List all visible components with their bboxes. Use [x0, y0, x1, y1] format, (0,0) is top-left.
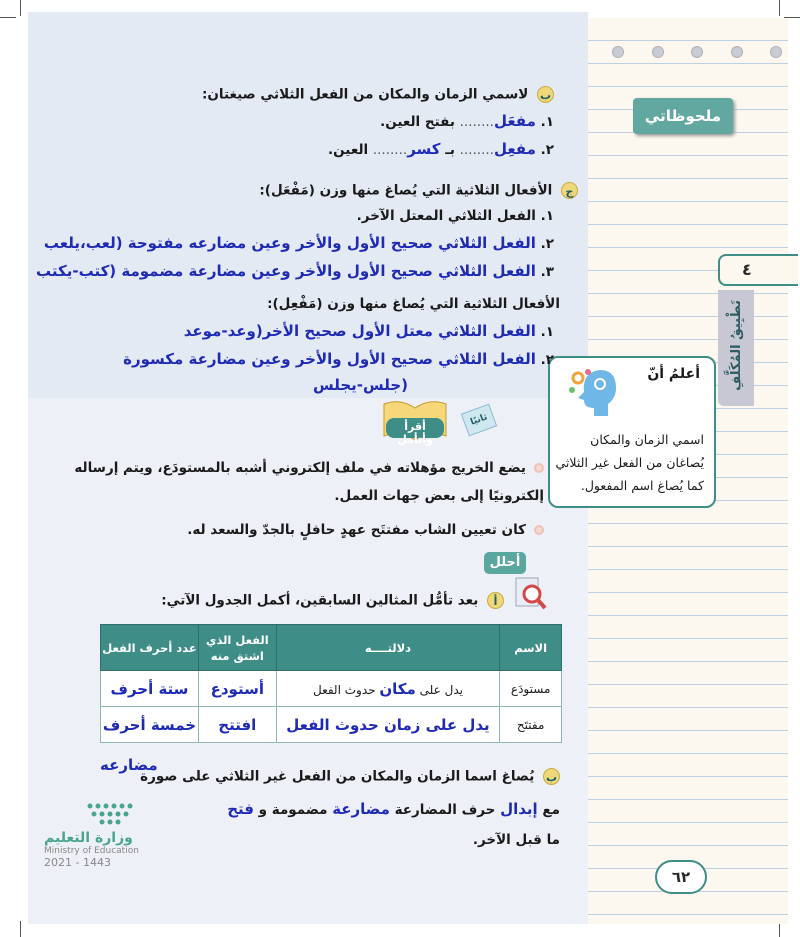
example-1-cont: إلكترونيًا إلى بعض جهات العمل. — [334, 488, 544, 504]
item-number: ١. — [540, 114, 554, 130]
binder-rings — [612, 46, 782, 58]
item-number: ١. — [540, 208, 554, 224]
item-number: ٣. — [540, 264, 554, 280]
side-label-text: تَطْبِيقُ المُكَلَّفِ — [728, 300, 744, 391]
binder-ring — [691, 46, 703, 58]
analyze-tag: أحلل — [484, 552, 526, 574]
binder-ring — [731, 46, 743, 58]
table-cell-name: مستودَع — [500, 671, 562, 707]
read-reflect-label: أقرأ وأتأمل — [397, 420, 433, 446]
main-page-top-shade — [28, 12, 588, 398]
table-header: الفعل الذي اشتق منه — [198, 625, 276, 671]
handwritten-answer: إبدال — [500, 800, 538, 818]
item-number: ٢. — [540, 236, 554, 252]
crop-mark — [0, 17, 16, 18]
section-c-item-1 — [357, 208, 554, 224]
binder-ring — [612, 46, 624, 58]
table-row — [101, 707, 562, 743]
handwritten-answer: الفعل الثلاثي صحيح الأول والأخر وعين مضارعه مفتوحة (لعب،يلعب — [43, 234, 536, 252]
handwritten-answer: مضارعه — [100, 756, 158, 774]
unit-number-box: ٤ — [718, 254, 798, 286]
handwritten-answer: الفعل الثلاثي صحيح الأول والأخر وعين مضارعة مضمومة (كتب-يكتب — [35, 262, 536, 280]
section-b2-line-2 — [227, 800, 560, 818]
binder-ring — [770, 46, 782, 58]
table-cell-verb: أستودع — [198, 671, 276, 707]
handwritten-answer: مفعِل — [493, 140, 536, 158]
crop-mark — [779, 0, 780, 16]
cell-text: حدوث الفعل — [312, 682, 376, 697]
item-text: مع — [542, 802, 560, 818]
binder-ring — [652, 46, 664, 58]
example-text: كان تعيين الشاب مفتتَح عهدٍ حافلٍ بالجدّ والسعد له. — [187, 522, 526, 538]
section-c-heading — [259, 182, 578, 199]
section-b-item-1 — [380, 112, 554, 130]
read-reflect-banner — [380, 398, 450, 448]
handwritten-answer: (جلس-يجلس — [313, 376, 408, 394]
notes-tab: ملحوظاتي — [633, 98, 733, 134]
table-header: الاسم — [500, 625, 562, 671]
table-cell-meaning — [276, 671, 500, 707]
know-title: أعلمُ أنّ — [647, 366, 700, 382]
crop-mark — [20, 921, 21, 937]
table-header-row — [101, 625, 562, 671]
second-tag: ثانيًا — [461, 404, 497, 437]
item-number: ٢. — [540, 352, 554, 368]
section-c-item-3 — [36, 262, 554, 280]
section-badge: ب — [537, 86, 554, 103]
section-b2-line-1 — [140, 768, 560, 785]
item-number: ٢. — [540, 142, 554, 158]
table-cell-count: خمسة أحرف — [101, 707, 199, 743]
section-c-heading-2: الأفعال الثلاثية التي يُصاغ منها وزن (مَفْعِل): — [267, 296, 560, 312]
answer-dots: ........ — [372, 142, 408, 158]
know-text: اسمي الزمان والمكان يُصاغان من الفعل غير الثلاثي كما يُصاغ اسم المفعول. — [555, 432, 704, 493]
analyze-instruction — [161, 592, 504, 609]
instruction-text: بعد تأمُّل المثالين السابقين، أكمل الجدول الآتي: — [161, 592, 479, 609]
section-b-heading-text: لاسمي الزمان والمكان من الفعل الثلاثي صيغتان: — [201, 86, 529, 103]
head-gears-icon — [564, 364, 620, 420]
handwritten-answer: فتح — [227, 800, 254, 818]
section-c-item-2 — [44, 234, 554, 252]
section-c2-item-2 — [123, 350, 554, 368]
answer-dots: ........ — [459, 142, 494, 158]
example-2 — [187, 522, 544, 538]
ministry-logo — [44, 800, 174, 890]
table-cell-meaning — [276, 707, 500, 743]
section-badge: ب — [543, 768, 560, 785]
cell-text: يدل على — [419, 682, 463, 697]
ministry-name-en: Ministry of Education — [44, 846, 139, 856]
handwritten-answer: مفعَل — [493, 112, 536, 130]
know-card — [548, 356, 716, 508]
bullet-icon — [534, 463, 544, 473]
handwritten-answer: مكان — [379, 679, 416, 698]
section-b2-text: يُصاغ اسما الزمان والمكان من الفعل غير الثلاثي على صورة — [140, 768, 535, 785]
handwritten-answer: يدل على زمان حدوث الفعل — [286, 715, 490, 734]
answer-dots: ........ — [459, 114, 494, 130]
item-text: بـ — [445, 142, 455, 158]
handwritten-answer: الفعل الثلاثي معتل الأول صحيح الأخر(وعد-موعد — [183, 322, 536, 340]
item-text: حرف المضارعة — [394, 802, 496, 818]
section-b-item-2 — [328, 140, 554, 158]
section-c2-item-1 — [184, 322, 554, 340]
side-label — [718, 290, 754, 406]
item-text: مضمومة و — [258, 802, 328, 818]
table-cell-count: ستة أحرف — [101, 671, 199, 707]
bullet-icon — [534, 525, 544, 535]
table-header: عدد أحرف الفعل — [101, 625, 199, 671]
handwritten-answer: كسر — [407, 140, 441, 158]
section-c-heading-text: الأفعال الثلاثية التي يُصاغ منها وزن (مَفْعَل): — [259, 182, 553, 199]
section-c2-item-2-continued — [313, 376, 408, 394]
page-number: ٦٢ — [655, 860, 707, 894]
handwritten-answer: الفعل الثلاثي صحيح الأول والأخر وعين مضارعة مكسورة — [123, 350, 536, 368]
section-b-heading — [202, 86, 554, 103]
handwritten-answer: مضارعة — [332, 800, 390, 818]
table-header: دلالتــــه — [276, 625, 500, 671]
section-b2-line-3: ما قبل الآخر. — [472, 832, 560, 848]
item-text: بفتح العين. — [380, 114, 455, 130]
magnifier-icon — [512, 576, 548, 612]
example-text: يضع الخريج مؤهلاته في ملف إلكتروني أشبه بالمستودَع، ويتم إرساله — [74, 460, 526, 476]
ministry-dots-icon — [84, 800, 144, 826]
item-text: العين. — [328, 142, 369, 158]
table-cell-name: مفتتَح — [500, 707, 562, 743]
item-number: ١. — [540, 324, 554, 340]
ministry-name-ar: وزارة التعليم — [44, 830, 133, 846]
table-cell-verb: افتتح — [198, 707, 276, 743]
section-badge: ج — [561, 182, 578, 199]
item-text: الفعل الثلاثي المعتل الآخر. — [356, 208, 536, 224]
crop-mark — [20, 0, 21, 16]
section-badge: أ — [487, 592, 504, 609]
analysis-table — [100, 624, 562, 743]
ministry-year: 2021 - 1443 — [44, 856, 111, 869]
table-row — [101, 671, 562, 707]
example-1 — [74, 460, 544, 476]
